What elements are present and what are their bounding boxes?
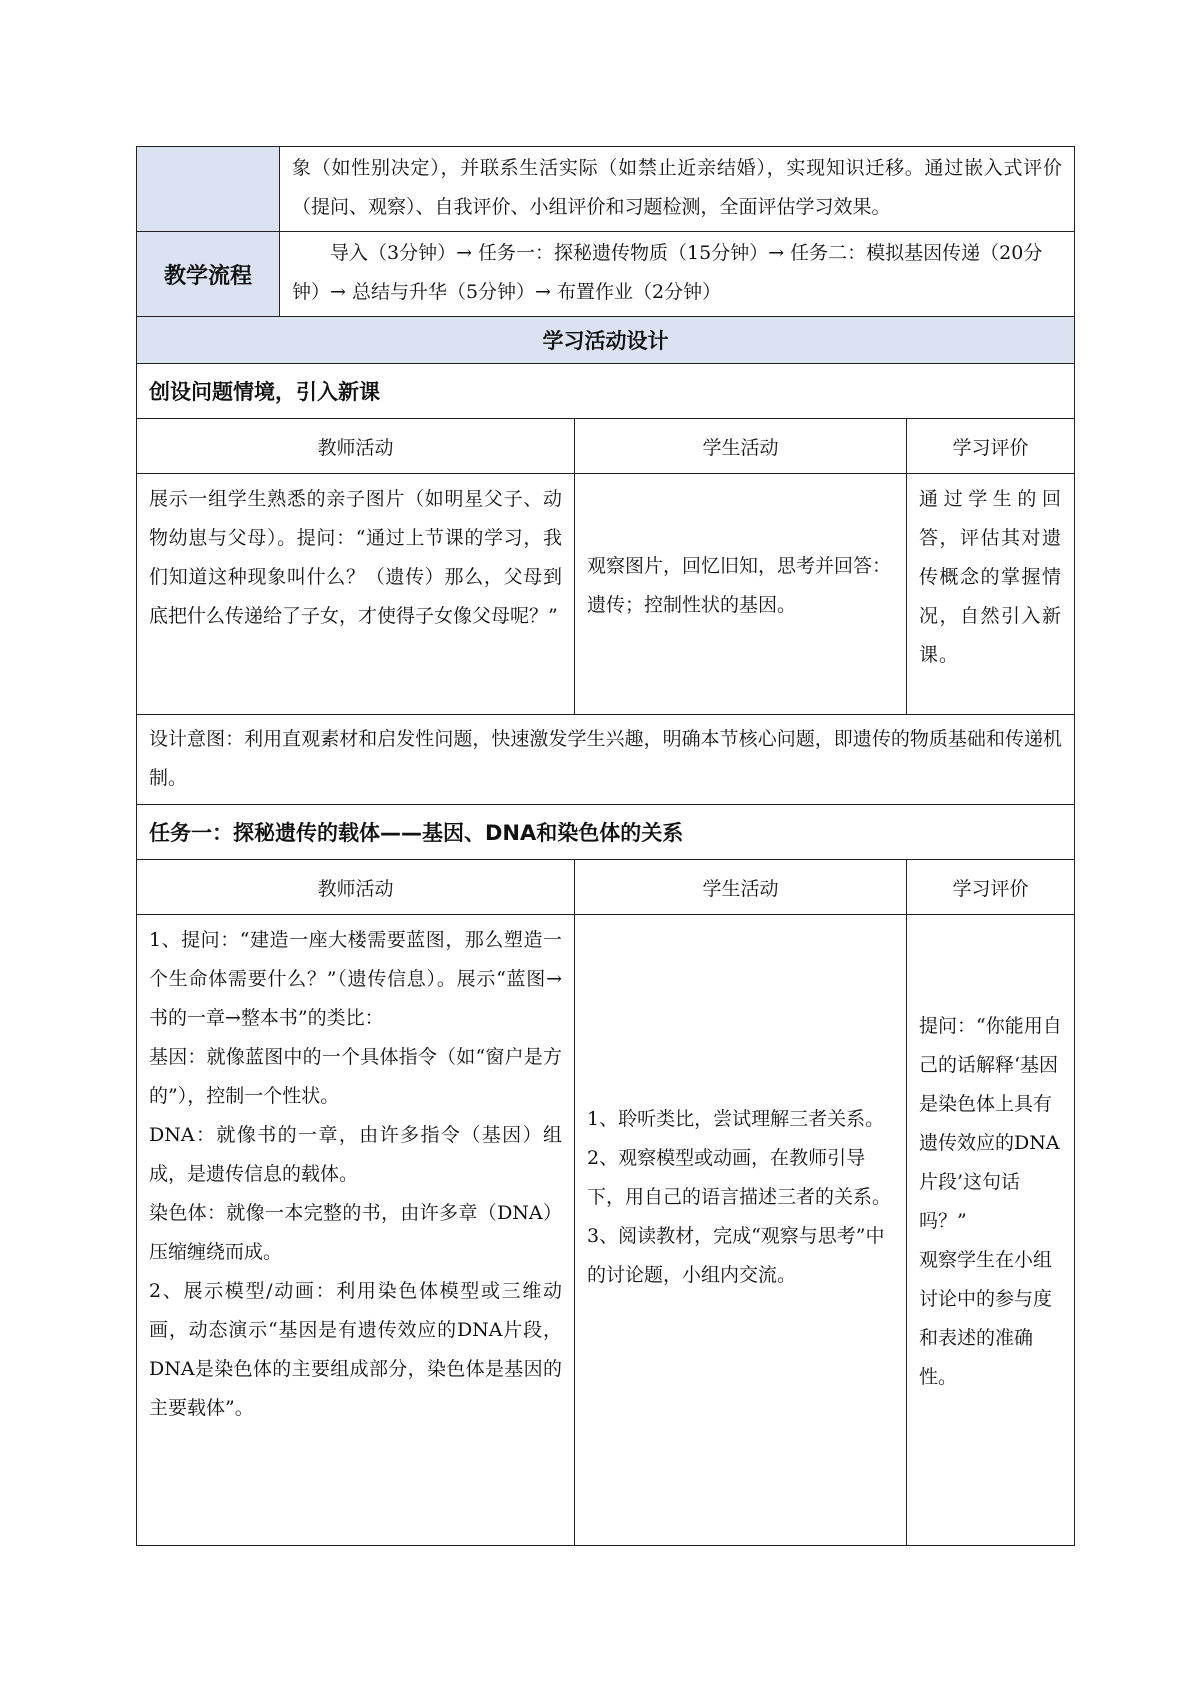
section2-teacher-activity — [137, 915, 575, 1546]
section2-title: 任务一：探秘遗传的载体——基因、DNA和染色体的关系 — [137, 805, 1075, 860]
teacher-activity-header: 教师活动 — [137, 419, 575, 474]
section1-evaluation: 通过学生的回答，评估其对遗传概念的掌握情况，自然引入新课。 — [907, 474, 1075, 715]
teaching-flow-text: 导入（3分钟）→ 任务一：探秘遗传物质（15分钟）→ 任务二：模拟基因传递（20分钟）→ 总结与升华（5分钟）→ 布置作业（2分钟） — [280, 232, 1075, 317]
evaluation-question: 提问：“你能用自己的话解释‘基因是染色体上具有遗传效应的DNA片段’这句话吗？” — [919, 1015, 1062, 1232]
evaluation-observation: 观察学生在小组讨论中的参与度和表述的准确性。 — [919, 1249, 1053, 1388]
section-title-row — [137, 364, 1075, 419]
section2-evaluation — [907, 915, 1075, 1546]
evaluation-continuation-text: 象（如性别决定），并联系生活实际（如禁止近亲结婚），实现知识迁移。通过嵌入式评价（提问、观察）、自我评价、小组评价和习题检测，全面评估学习效果。 — [280, 147, 1075, 232]
activity-design-banner-row — [137, 317, 1075, 364]
learning-evaluation-header: 学习评价 — [907, 419, 1075, 474]
teacher-activity-header: 教师活动 — [137, 860, 575, 915]
teacher-dna-analogy: DNA：就像书的一章，由许多指令（基因）组成，是遗传信息的载体。 — [149, 1124, 562, 1185]
section1-teacher-activity: 展示一组学生熟悉的亲子图片（如明星父子、动物幼崽与父母）。提问：“通过上节课的学习，我们知道这种现象叫什么？（遗传）那么，父母到底把什么传递给了子女，才使得子女像父母呢？” — [137, 474, 575, 715]
teaching-flow-label: 教学流程 — [137, 232, 280, 317]
lesson-plan-document — [136, 146, 1074, 1546]
section2-student-activity — [575, 915, 907, 1546]
column-header-row — [137, 860, 1075, 915]
teacher-gene-analogy: 基因：就像蓝图中的一个具体指令（如“窗户是方的”），控制一个性状。 — [149, 1046, 562, 1107]
learning-evaluation-header: 学习评价 — [907, 860, 1075, 915]
student-step-3: 3、阅读教材，完成“观察与思考”中的讨论题，小组内交流。 — [587, 1224, 885, 1286]
design-intent-row — [137, 715, 1075, 805]
teacher-step-2: 2、展示模型/动画：利用染色体模型或三维动画，动态演示“基因是有遗传效应的DNA片段，DNA是染色体的主要组成部分，染色体是基因的主要载体”。 — [149, 1280, 562, 1419]
student-activity-header: 学生活动 — [575, 419, 907, 474]
teacher-chromosome-analogy: 染色体：就像一本完整的书，由许多章（DNA）压缩缠绕而成。 — [149, 1202, 562, 1263]
label-cell-empty — [137, 147, 280, 232]
student-step-1: 1、聆听类比，尝试理解三者关系。 — [587, 1107, 885, 1130]
student-activity-header: 学生活动 — [575, 860, 907, 915]
section1-title: 创设问题情境，引入新课 — [137, 364, 1075, 419]
lesson-plan-table — [136, 146, 1075, 1546]
teaching-flow-row — [137, 232, 1075, 317]
evaluation-continuation-row — [137, 147, 1075, 232]
column-header-row — [137, 419, 1075, 474]
teacher-step-1: 1、提问：“建造一座大楼需要蓝图，那么塑造一个生命体需要什么？”（遗传信息）。展示“蓝图→书的一章→整本书”的类比： — [149, 929, 562, 1029]
section1-student-activity: 观察图片，回忆旧知，思考并回答：遗传；控制性状的基因。 — [575, 474, 907, 715]
activity-design-banner: 学习活动设计 — [137, 317, 1075, 364]
student-step-2: 2、观察模型或动画，在教师引导下，用自己的语言描述三者的关系。 — [587, 1146, 892, 1208]
section2-content-row — [137, 915, 1075, 1546]
section-title-row — [137, 805, 1075, 860]
section1-content-row — [137, 474, 1075, 715]
section1-design-intent: 设计意图：利用直观素材和启发性问题，快速激发学生兴趣，明确本节核心问题，即遗传的物质基础和传递机制。 — [137, 715, 1075, 805]
